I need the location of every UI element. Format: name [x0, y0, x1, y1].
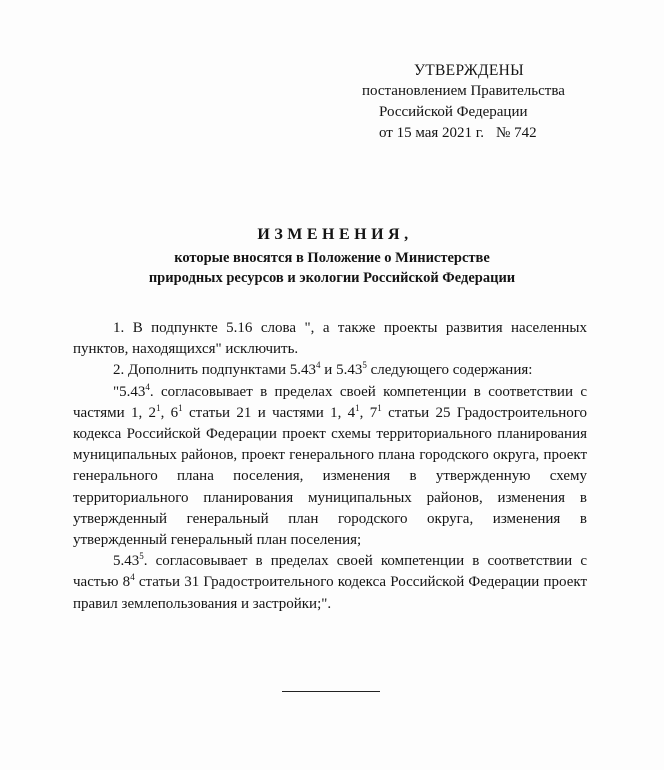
superscript: 4: [145, 381, 150, 392]
approval-stamp: [352, 60, 652, 144]
document-heading: [0, 226, 664, 288]
paragraph-3-text-f: статьи 25 Градостроительного кодекса Российской Федерации проект схемы территориального планирования муниципальных районов, проект генерального плана городского округа, проект генерального плана поселения, изменения в утвержденную схему территориального планирования муниципальных районов, изменения в утвержденный генеральный план городского округа, изменения в утвержденный генеральный план поселения;: [73, 404, 588, 549]
paragraph-4-text-c: статьи 31 Градостроительного кодекса Российской Федерации проект правил землепользования и застройки;".: [73, 574, 587, 612]
document-subtitle-line-2: природных ресурсов и экологии Российской Федерации: [148, 270, 516, 286]
superscript: 4: [316, 360, 321, 371]
approval-line-date: [379, 123, 652, 144]
approval-line-federation: Российской Федерации: [379, 104, 528, 120]
document-subtitle-line-1: которые вносятся в Положение о Министерстве: [174, 250, 490, 266]
end-divider: [282, 691, 380, 692]
document-body: [73, 318, 587, 615]
superscript: 1: [377, 402, 382, 413]
superscript: 1: [156, 402, 161, 413]
approval-title: УТВЕРЖДЕНЫ: [414, 62, 524, 79]
paragraph-3-text-b: . согласовывает в пределах своей компетенции в соответствии с частями 1, 2: [73, 383, 587, 421]
superscript: 4: [130, 572, 135, 583]
paragraph-2-text-c: следующего содержания:: [366, 362, 533, 379]
paragraph-3-text-e: , 7: [359, 404, 378, 421]
paragraph-2: [73, 360, 587, 381]
approval-line-resolution: постановлением Правительства: [362, 83, 565, 99]
paragraph-3-text-d: статьи 21 и частями 1, 4: [182, 404, 356, 421]
superscript: 5: [362, 360, 367, 371]
paragraph-2-text-a: 2. Дополнить подпунктами 5.43: [113, 362, 317, 379]
paragraph-4: [73, 551, 587, 615]
superscript: 1: [178, 402, 183, 413]
paragraph-4-text-b: . согласовывает в пределах своей компетенции в соответствии с частью 8: [73, 553, 587, 591]
document-title: ИЗМЕНЕНИЯ,: [257, 226, 413, 243]
paragraph-2-text-b: и 5.43: [320, 362, 363, 379]
paragraph-3-text-c: , 6: [160, 404, 179, 421]
paragraph-1: 1. В подпункте 5.16 слова ", а также проекты развития населенных пунктов, находящихся" исключить.: [73, 320, 587, 358]
approval-number: № 742: [496, 125, 537, 141]
paragraph-3-text-a: "5.43: [113, 383, 146, 400]
superscript: 5: [139, 551, 144, 562]
paragraph-4-text-a: 5.43: [113, 553, 140, 570]
paragraph-3: [73, 382, 587, 552]
superscript: 1: [355, 402, 360, 413]
approval-date: от 15 мая 2021 г.: [379, 125, 485, 141]
